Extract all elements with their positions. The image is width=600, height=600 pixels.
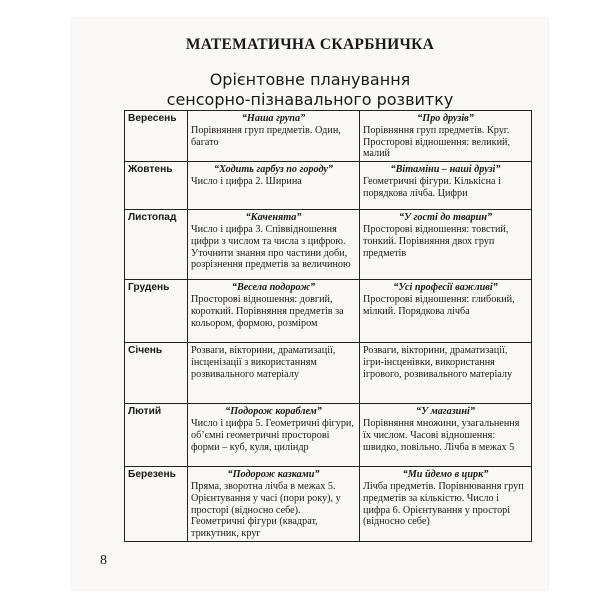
topic-cell — [360, 343, 532, 404]
section-title — [72, 70, 548, 110]
month-cell: Січень — [125, 343, 188, 404]
table-row — [125, 343, 532, 404]
topic-body: Просторові відношення: товстий, тонкий. Порівняння двох груп предметів — [363, 223, 509, 259]
topic-title: “Усі професії важливі” — [393, 282, 498, 294]
topic-cell — [360, 111, 532, 162]
topic-body: Геометричні фігури. Кількісна і порядкова лічба. Цифри — [363, 175, 501, 199]
topic-cell — [360, 404, 532, 467]
section-title-line1: Орієнтовне планування — [209, 70, 411, 89]
page-header: МАТЕМАТИЧНА СКАРБНИЧКА — [185, 36, 435, 53]
topic-body: Лічба предметів. Порівнювання груп предметів за кількістю. Число і цифра 6. Орієнтування у просторі (відносно себе) — [363, 480, 524, 528]
topic-body: Просторові відношення: довгий, короткий. Порівняння предметів за кольором, формою, розміром — [191, 293, 344, 329]
table-row — [125, 162, 532, 210]
table-row — [125, 404, 532, 467]
topic-cell — [360, 280, 532, 343]
topic-body: Порівняння множини, узагальнення їх числом. Часові відношення: швидко, повільно. Лічба в межах 5 — [363, 417, 520, 453]
topic-cell — [188, 280, 360, 343]
topic-body: Розваги, вікторини, драматизації, інсценізації з використанням розвивального матеріалу — [191, 345, 336, 380]
topic-body: Число і цифра 5. Геометричні фігури, об’ємні геометричні просторові форми – куб, куля, циліндр — [191, 417, 354, 453]
month-cell: Вересень — [125, 111, 188, 162]
table-row — [125, 111, 532, 162]
topic-cell — [188, 343, 360, 404]
topic-title: “Ходить гарбуз по городу” — [213, 164, 334, 176]
month-cell: Лютий — [125, 404, 188, 467]
topic-title: “Наша група” — [241, 113, 306, 124]
topic-title: “Весела подорож” — [231, 282, 316, 294]
topic-cell — [188, 111, 360, 162]
topic-title: “Ми йдемо в цирк” — [402, 469, 489, 481]
topic-title: “Подорож казками” — [227, 469, 320, 481]
topic-title: “Вітаміни – наші друзі” — [390, 164, 501, 176]
page-number: 8 — [100, 553, 107, 568]
topic-body: Просторові відношення: глибокий, мілкий. Порядкова лічба — [363, 293, 515, 317]
topic-title: “Каченята” — [245, 212, 302, 224]
book-page — [72, 18, 548, 590]
topic-body: Розваги, вікторини, драматизації, ігри-інсценівки, використання ігрового, розвивального матеріалу — [363, 345, 513, 380]
topic-title: “Подорож кораблем” — [225, 406, 322, 418]
topic-body: Число і цифра 2. Ширина — [191, 175, 302, 187]
planning-table — [124, 110, 532, 542]
topic-body: Порівняння груп предметів. Круг. Просторові відношення: великий, малий — [363, 124, 511, 160]
topic-cell — [188, 404, 360, 467]
section-title-line2: сенсорно-пізнавального розвитку — [166, 90, 454, 109]
month-cell: Листопад — [125, 210, 188, 280]
topic-body: Порівняння груп предметів. Один, багато — [191, 124, 341, 148]
month-cell: Березень — [125, 467, 188, 542]
topic-cell — [188, 210, 360, 280]
table-row — [125, 210, 532, 280]
topic-title: “Про друзів” — [417, 113, 474, 124]
table-row — [125, 280, 532, 343]
topic-cell — [188, 162, 360, 210]
topic-cell — [360, 162, 532, 210]
table-row — [125, 467, 532, 542]
month-cell: Грудень — [125, 280, 188, 343]
topic-title: “У гості до тварин” — [398, 212, 493, 224]
topic-cell — [188, 467, 360, 542]
month-cell: Жовтень — [125, 162, 188, 210]
topic-body: Пряма, зворотна лічба в межах 5. Орієнтування у часі (пори року), у просторі (відносно себе). Геометричні фігури (квадрат, трикутник, круг — [191, 480, 341, 540]
topic-title: “У магазині” — [416, 406, 475, 418]
topic-body: Число і цифра 3. Співвідношення цифри з числом та числа з цифрою. Уточнити знання про частини доби, розрізнення предметів за величиною — [191, 223, 351, 271]
topic-cell — [360, 467, 532, 542]
topic-cell — [360, 210, 532, 280]
